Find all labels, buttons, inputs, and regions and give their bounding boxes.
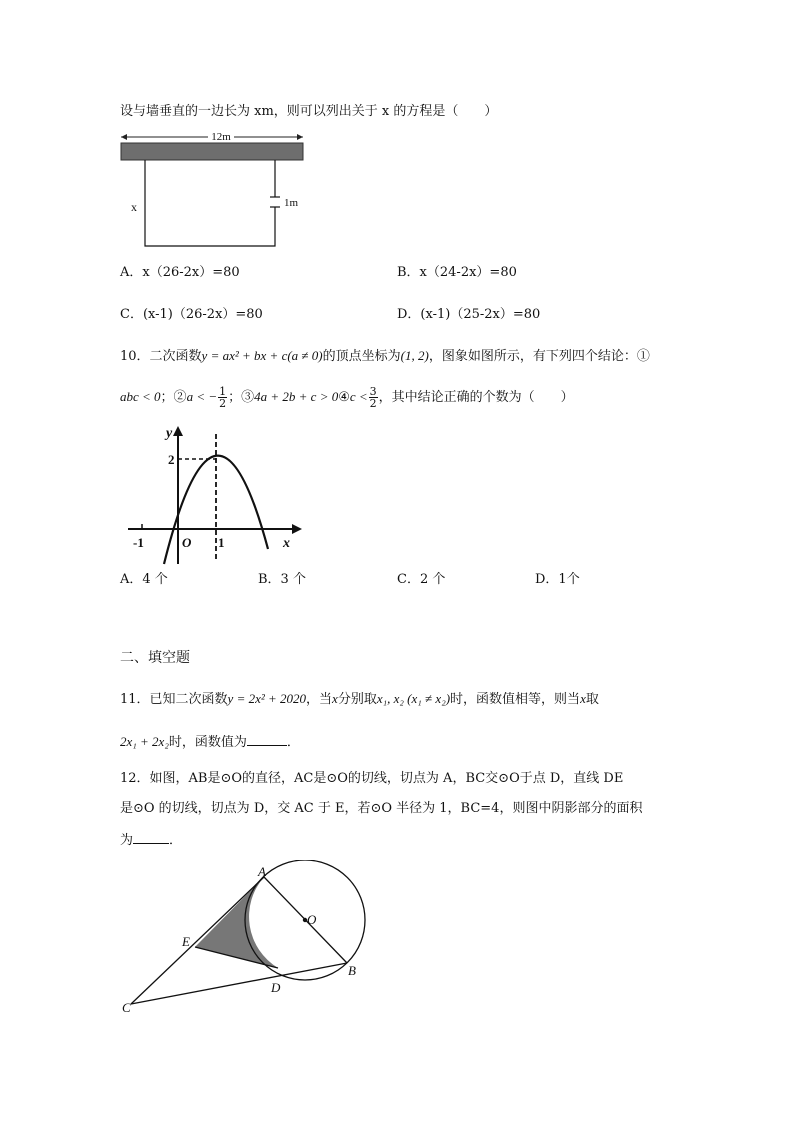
q10-option-c: C．2 个	[397, 572, 446, 587]
q9-option-a: A．x（26-2x）=80	[120, 265, 240, 280]
q9-option-c: C．(x-1)（26-2x）=80	[120, 307, 263, 322]
shaded-region	[195, 877, 278, 968]
q9-gap-label: 1m	[284, 197, 299, 209]
q9-option-d: D．(x-1)（25-2x）=80	[397, 307, 541, 322]
svg-text:x: x	[283, 536, 290, 551]
q10-line2: abc < 0；②a < − $\frac{1}{2}$ ；③4a + 2b + c > 0④c < $\frac{3}{2}$ ，其中结论正确的个数为（ ）	[120, 385, 574, 410]
svg-text:1: 1	[218, 535, 225, 550]
svg-text:D: D	[271, 980, 281, 995]
q11-line1: 11．已知二次函数y = 2x² + 2020，当x分别取x₁, x₂ (x₁ ≠ x₂)时，函数值相等，则当x取	[120, 691, 599, 707]
q10-option-a: A．4 个	[120, 572, 168, 587]
svg-text:y: y	[166, 426, 173, 441]
q9-top-label: 12m	[211, 131, 231, 143]
q12-line1: 12．如图，AB是⊙O的直径，AC是⊙O的切线，切点为 A，BC交⊙O于点 D，直线 DE	[120, 771, 624, 786]
q12-line3: 为 ．	[120, 833, 183, 848]
q10-parabola-graph	[126, 420, 306, 566]
answer-blank	[133, 831, 169, 844]
q9-side-label: x	[131, 200, 137, 214]
svg-text:E: E	[182, 934, 190, 949]
q9-fence-figure	[118, 125, 318, 253]
section-title: 二、填空题	[120, 650, 190, 666]
svg-text:O: O	[182, 535, 192, 550]
q12-circle-figure	[118, 860, 378, 1020]
svg-text:B: B	[348, 963, 356, 978]
svg-text:O: O	[307, 912, 317, 927]
q9-option-b: B．x（24-2x）=80	[397, 265, 517, 280]
svg-text:-1: -1	[133, 535, 144, 550]
q9-wall	[121, 143, 303, 160]
q10-option-b: B．3 个	[258, 572, 306, 587]
svg-text:C: C	[122, 1000, 131, 1015]
q10-line1: 10．二次函数y = ax² + bx + c(a ≠ 0)的顶点坐标为(1, 2)，图象如图所示，有下列四个结论：①	[120, 348, 650, 364]
q9-stem: 设与墙垂直的一边长为 xm，则可以列出关于 x 的方程是（ ）	[120, 104, 498, 119]
svg-text:2: 2	[168, 452, 175, 467]
svg-text:A: A	[258, 864, 266, 879]
q12-line2: 是⊙O 的切线，切点为 D，交 AC 于 E，若⊙O 半径为 1，BC=4，则图中阴影部分的面积	[120, 801, 643, 816]
q11-line2: 2x₁ + 2x₂时，函数值为 ．	[120, 734, 300, 750]
answer-blank	[247, 733, 287, 746]
q10-option-d: D．1个	[535, 572, 580, 587]
fraction-one-half: $\frac{1}{2}$	[219, 385, 227, 410]
fraction-three-halves: $\frac{3}{2}$	[369, 385, 377, 410]
